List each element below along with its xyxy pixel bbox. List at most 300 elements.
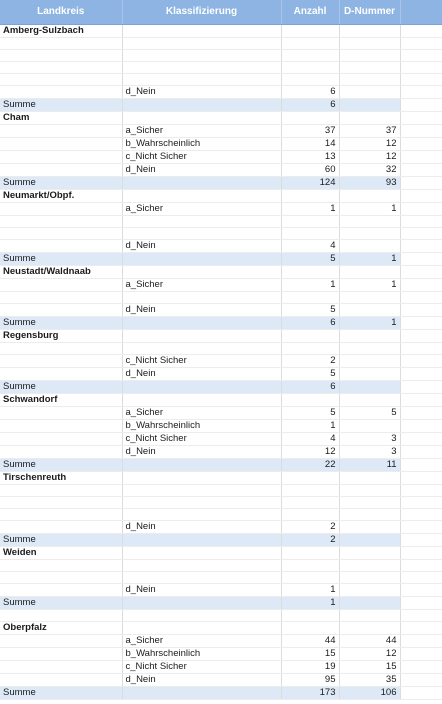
d-nummer-cell[interactable]: 1 <box>339 202 400 215</box>
anzahl-cell[interactable] <box>281 609 339 621</box>
klassifizierung-cell[interactable] <box>122 61 281 73</box>
d-nummer-cell[interactable]: 15 <box>339 660 400 673</box>
sum-label-cell[interactable]: Summe <box>0 380 122 393</box>
d-nummer-cell[interactable] <box>339 291 400 303</box>
d-nummer-cell[interactable] <box>339 227 400 239</box>
sum-label-cell[interactable]: Summe <box>0 533 122 546</box>
anzahl-cell[interactable] <box>281 471 339 484</box>
landkreis-cell[interactable]: Schwandorf <box>0 393 122 406</box>
header-d-nummer[interactable]: D-Nummer <box>339 0 400 24</box>
anzahl-cell[interactable] <box>281 37 339 49</box>
landkreis-cell[interactable] <box>0 673 122 686</box>
empty-cell[interactable] <box>400 329 442 342</box>
anzahl-cell[interactable]: 2 <box>281 533 339 546</box>
group-row <box>0 471 442 484</box>
empty-cell[interactable] <box>400 609 442 621</box>
landkreis-cell[interactable] <box>0 520 122 533</box>
klassifizierung-cell[interactable]: b_Wahrscheinlich <box>122 647 281 660</box>
anzahl-cell[interactable]: 14 <box>281 137 339 150</box>
empty-row <box>0 73 442 85</box>
klassifizierung-cell[interactable]: c_Nicht Sicher <box>122 660 281 673</box>
anzahl-cell[interactable] <box>281 111 339 124</box>
table-row <box>0 445 442 458</box>
empty-cell[interactable] <box>400 571 442 583</box>
landkreis-cell[interactable] <box>0 61 122 73</box>
empty-cell[interactable] <box>400 239 442 252</box>
anzahl-cell[interactable] <box>281 393 339 406</box>
anzahl-cell[interactable] <box>281 265 339 278</box>
empty-cell[interactable] <box>400 686 442 699</box>
anzahl-cell[interactable]: 22 <box>281 458 339 471</box>
d-nummer-cell[interactable] <box>339 533 400 546</box>
empty-cell[interactable] <box>400 24 442 37</box>
empty-cell[interactable] <box>400 432 442 445</box>
anzahl-cell[interactable] <box>281 329 339 342</box>
sum-row <box>0 458 442 471</box>
landkreis-cell[interactable] <box>0 124 122 137</box>
d-nummer-cell[interactable] <box>339 111 400 124</box>
landkreis-cell[interactable] <box>0 73 122 85</box>
empty-row <box>0 61 442 73</box>
empty-cell[interactable] <box>400 496 442 508</box>
anzahl-cell[interactable] <box>281 508 339 520</box>
anzahl-cell[interactable] <box>281 291 339 303</box>
d-nummer-cell[interactable] <box>339 471 400 484</box>
empty-cell[interactable] <box>400 278 442 291</box>
d-nummer-cell[interactable] <box>339 367 400 380</box>
anzahl-cell[interactable]: 13 <box>281 150 339 163</box>
landkreis-cell[interactable] <box>0 484 122 496</box>
anzahl-cell[interactable] <box>281 496 339 508</box>
sum-label-cell[interactable]: Summe <box>0 458 122 471</box>
empty-cell[interactable] <box>400 445 442 458</box>
klassifizierung-cell[interactable]: d_Nein <box>122 303 281 316</box>
anzahl-cell[interactable]: 1 <box>281 596 339 609</box>
d-nummer-cell[interactable]: 12 <box>339 137 400 150</box>
d-nummer-cell[interactable]: 1 <box>339 252 400 265</box>
klassifizierung-cell[interactable] <box>122 73 281 85</box>
anzahl-cell[interactable]: 60 <box>281 163 339 176</box>
landkreis-cell[interactable] <box>0 609 122 621</box>
klassifizierung-cell[interactable]: d_Nein <box>122 239 281 252</box>
d-nummer-cell[interactable]: 44 <box>339 634 400 647</box>
d-nummer-cell[interactable] <box>339 496 400 508</box>
anzahl-cell[interactable]: 6 <box>281 316 339 329</box>
landkreis-cell[interactable] <box>0 37 122 49</box>
landkreis-cell[interactable] <box>0 239 122 252</box>
anzahl-cell[interactable]: 124 <box>281 176 339 189</box>
anzahl-cell[interactable]: 5 <box>281 367 339 380</box>
anzahl-cell[interactable]: 4 <box>281 432 339 445</box>
empty-cell[interactable] <box>400 150 442 163</box>
sum-label-cell[interactable]: Summe <box>0 596 122 609</box>
d-nummer-cell[interactable]: 106 <box>339 686 400 699</box>
d-nummer-cell[interactable] <box>339 596 400 609</box>
landkreis-cell[interactable] <box>0 432 122 445</box>
klassifizierung-cell[interactable] <box>122 98 281 111</box>
landkreis-cell[interactable]: Oberpfalz <box>0 621 122 634</box>
klassifizierung-cell[interactable] <box>122 380 281 393</box>
anzahl-cell[interactable]: 173 <box>281 686 339 699</box>
sum-label-cell[interactable]: Summe <box>0 316 122 329</box>
d-nummer-cell[interactable]: 32 <box>339 163 400 176</box>
klassifizierung-cell[interactable] <box>122 111 281 124</box>
klassifizierung-cell[interactable]: a_Sicher <box>122 406 281 419</box>
klassifizierung-cell[interactable] <box>122 559 281 571</box>
empty-cell[interactable] <box>400 546 442 559</box>
klassifizierung-cell[interactable] <box>122 508 281 520</box>
empty-row <box>0 496 442 508</box>
d-nummer-cell[interactable]: 11 <box>339 458 400 471</box>
landkreis-cell[interactable] <box>0 508 122 520</box>
d-nummer-cell[interactable] <box>339 215 400 227</box>
d-nummer-cell[interactable] <box>339 354 400 367</box>
table-row <box>0 432 442 445</box>
empty-row <box>0 484 442 496</box>
landkreis-cell[interactable]: Neumarkt/Obpf. <box>0 189 122 202</box>
empty-cell[interactable] <box>400 291 442 303</box>
group-row <box>0 393 442 406</box>
anzahl-cell[interactable] <box>281 571 339 583</box>
empty-cell[interactable] <box>400 533 442 546</box>
landkreis-cell[interactable] <box>0 150 122 163</box>
klassifizierung-cell[interactable] <box>122 342 281 354</box>
empty-cell[interactable] <box>400 303 442 316</box>
landkreis-cell[interactable]: Tirschenreuth <box>0 471 122 484</box>
sum-label-cell[interactable]: Summe <box>0 252 122 265</box>
landkreis-cell[interactable]: Cham <box>0 111 122 124</box>
group-row <box>0 329 442 342</box>
klassifizierung-cell[interactable]: a_Sicher <box>122 202 281 215</box>
klassifizierung-cell[interactable]: c_Nicht Sicher <box>122 150 281 163</box>
landkreis-cell[interactable] <box>0 291 122 303</box>
klassifizierung-cell[interactable]: d_Nein <box>122 520 281 533</box>
klassifizierung-cell[interactable] <box>122 265 281 278</box>
anzahl-cell[interactable]: 1 <box>281 202 339 215</box>
anzahl-cell[interactable]: 6 <box>281 85 339 98</box>
d-nummer-cell[interactable] <box>339 508 400 520</box>
d-nummer-cell[interactable] <box>339 609 400 621</box>
klassifizierung-cell[interactable]: c_Nicht Sicher <box>122 354 281 367</box>
landkreis-cell[interactable]: Neustadt/Waldnaab <box>0 265 122 278</box>
empty-row <box>0 559 442 571</box>
landkreis-cell[interactable] <box>0 163 122 176</box>
klassifizierung-cell[interactable] <box>122 496 281 508</box>
empty-cell[interactable] <box>400 98 442 111</box>
anzahl-cell[interactable]: 15 <box>281 647 339 660</box>
table-row <box>0 239 442 252</box>
anzahl-cell[interactable]: 1 <box>281 419 339 432</box>
group-row <box>0 621 442 634</box>
empty-cell[interactable] <box>400 124 442 137</box>
empty-cell[interactable] <box>400 227 442 239</box>
klassifizierung-cell[interactable]: d_Nein <box>122 445 281 458</box>
landkreis-cell[interactable] <box>0 278 122 291</box>
anzahl-cell[interactable]: 95 <box>281 673 339 686</box>
empty-cell[interactable] <box>400 49 442 61</box>
klassifizierung-cell[interactable] <box>122 393 281 406</box>
table-row <box>0 406 442 419</box>
d-nummer-cell[interactable]: 1 <box>339 278 400 291</box>
empty-cell[interactable] <box>400 583 442 596</box>
header-landkreis[interactable]: Landkreis <box>0 0 122 24</box>
header-anzahl[interactable]: Anzahl <box>281 0 339 24</box>
anzahl-cell[interactable]: 2 <box>281 520 339 533</box>
landkreis-cell[interactable]: Weiden <box>0 546 122 559</box>
empty-cell[interactable] <box>400 484 442 496</box>
anzahl-cell[interactable] <box>281 227 339 239</box>
empty-cell[interactable] <box>400 380 442 393</box>
d-nummer-cell[interactable] <box>339 303 400 316</box>
empty-cell[interactable] <box>400 559 442 571</box>
anzahl-cell[interactable] <box>281 621 339 634</box>
d-nummer-cell[interactable] <box>339 61 400 73</box>
empty-cell[interactable] <box>400 189 442 202</box>
klassifizierung-cell[interactable] <box>122 458 281 471</box>
klassifizierung-cell[interactable]: d_Nein <box>122 583 281 596</box>
sum-row <box>0 686 442 699</box>
klassifizierung-cell[interactable]: d_Nein <box>122 367 281 380</box>
header-empty-cell[interactable] <box>400 0 442 24</box>
landkreis-cell[interactable] <box>0 342 122 354</box>
d-nummer-cell[interactable] <box>339 393 400 406</box>
d-nummer-cell[interactable]: 3 <box>339 432 400 445</box>
landkreis-cell[interactable] <box>0 647 122 660</box>
empty-cell[interactable] <box>400 458 442 471</box>
table-row <box>0 124 442 137</box>
empty-cell[interactable] <box>400 111 442 124</box>
anzahl-cell[interactable]: 19 <box>281 660 339 673</box>
empty-cell[interactable] <box>400 37 442 49</box>
sum-row <box>0 316 442 329</box>
anzahl-cell[interactable] <box>281 49 339 61</box>
anzahl-cell[interactable] <box>281 484 339 496</box>
d-nummer-cell[interactable]: 12 <box>339 150 400 163</box>
landkreis-cell[interactable] <box>0 660 122 673</box>
klassifizierung-cell[interactable]: d_Nein <box>122 85 281 98</box>
klassifizierung-cell[interactable]: d_Nein <box>122 673 281 686</box>
d-nummer-cell[interactable] <box>339 98 400 111</box>
landkreis-cell[interactable] <box>0 85 122 98</box>
empty-cell[interactable] <box>400 520 442 533</box>
d-nummer-cell[interactable] <box>339 419 400 432</box>
empty-cell[interactable] <box>400 367 442 380</box>
klassifizierung-cell[interactable] <box>122 571 281 583</box>
empty-cell[interactable] <box>400 215 442 227</box>
anzahl-cell[interactable] <box>281 342 339 354</box>
d-nummer-cell[interactable]: 1 <box>339 316 400 329</box>
klassifizierung-cell[interactable] <box>122 291 281 303</box>
landkreis-cell[interactable]: Regensburg <box>0 329 122 342</box>
empty-cell[interactable] <box>400 342 442 354</box>
anzahl-cell[interactable]: 6 <box>281 98 339 111</box>
empty-cell[interactable] <box>400 354 442 367</box>
klassifizierung-cell[interactable]: b_Wahrscheinlich <box>122 419 281 432</box>
d-nummer-cell[interactable]: 12 <box>339 647 400 660</box>
landkreis-cell[interactable] <box>0 419 122 432</box>
empty-cell[interactable] <box>400 73 442 85</box>
d-nummer-cell[interactable] <box>339 329 400 342</box>
empty-cell[interactable] <box>400 252 442 265</box>
klassifizierung-cell[interactable] <box>122 621 281 634</box>
klassifizierung-cell[interactable] <box>122 215 281 227</box>
klassifizierung-cell[interactable]: a_Sicher <box>122 124 281 137</box>
klassifizierung-cell[interactable] <box>122 49 281 61</box>
empty-cell[interactable] <box>400 316 442 329</box>
group-row <box>0 265 442 278</box>
klassifizierung-cell[interactable]: d_Nein <box>122 163 281 176</box>
d-nummer-cell[interactable] <box>339 546 400 559</box>
klassifizierung-cell[interactable]: a_Sicher <box>122 634 281 647</box>
anzahl-cell[interactable]: 5 <box>281 406 339 419</box>
empty-row <box>0 37 442 49</box>
klassifizierung-cell[interactable] <box>122 471 281 484</box>
empty-cell[interactable] <box>400 176 442 189</box>
d-nummer-cell[interactable] <box>339 265 400 278</box>
anzahl-cell[interactable] <box>281 215 339 227</box>
sum-label-cell[interactable]: Summe <box>0 176 122 189</box>
empty-row <box>0 291 442 303</box>
sum-label-cell[interactable]: Summe <box>0 686 122 699</box>
empty-cell[interactable] <box>400 406 442 419</box>
empty-cell[interactable] <box>400 634 442 647</box>
d-nummer-cell[interactable] <box>339 189 400 202</box>
landkreis-cell[interactable]: Amberg-Sulzbach <box>0 24 122 37</box>
d-nummer-cell[interactable]: 5 <box>339 406 400 419</box>
empty-cell[interactable] <box>400 660 442 673</box>
d-nummer-cell[interactable] <box>339 73 400 85</box>
d-nummer-cell[interactable] <box>339 342 400 354</box>
klassifizierung-cell[interactable] <box>122 37 281 49</box>
klassifizierung-cell[interactable]: a_Sicher <box>122 278 281 291</box>
klassifizierung-cell[interactable] <box>122 686 281 699</box>
klassifizierung-cell[interactable] <box>122 316 281 329</box>
landkreis-cell[interactable] <box>0 571 122 583</box>
anzahl-cell[interactable]: 6 <box>281 380 339 393</box>
landkreis-cell[interactable] <box>0 445 122 458</box>
d-nummer-cell[interactable] <box>339 37 400 49</box>
d-nummer-cell[interactable] <box>339 621 400 634</box>
empty-cell[interactable] <box>400 673 442 686</box>
empty-cell[interactable] <box>400 393 442 406</box>
d-nummer-cell[interactable]: 35 <box>339 673 400 686</box>
empty-cell[interactable] <box>400 621 442 634</box>
landkreis-cell[interactable] <box>0 559 122 571</box>
empty-cell[interactable] <box>400 137 442 150</box>
landkreis-cell[interactable] <box>0 202 122 215</box>
empty-cell[interactable] <box>400 202 442 215</box>
empty-cell[interactable] <box>400 419 442 432</box>
empty-cell[interactable] <box>400 596 442 609</box>
landkreis-cell[interactable] <box>0 406 122 419</box>
d-nummer-cell[interactable] <box>339 24 400 37</box>
d-nummer-cell[interactable]: 93 <box>339 176 400 189</box>
landkreis-cell[interactable] <box>0 634 122 647</box>
landkreis-cell[interactable] <box>0 583 122 596</box>
klassifizierung-cell[interactable] <box>122 533 281 546</box>
header-klassifizierung[interactable]: Klassifizierung <box>122 0 281 24</box>
sum-row <box>0 380 442 393</box>
klassifizierung-cell[interactable] <box>122 227 281 239</box>
anzahl-cell[interactable] <box>281 546 339 559</box>
sum-row <box>0 533 442 546</box>
anzahl-cell[interactable]: 1 <box>281 583 339 596</box>
empty-cell[interactable] <box>400 471 442 484</box>
anzahl-cell[interactable]: 37 <box>281 124 339 137</box>
anzahl-cell[interactable] <box>281 24 339 37</box>
klassifizierung-cell[interactable] <box>122 329 281 342</box>
table-row <box>0 202 442 215</box>
klassifizierung-cell[interactable] <box>122 24 281 37</box>
table-row <box>0 163 442 176</box>
anzahl-cell[interactable]: 2 <box>281 354 339 367</box>
klassifizierung-cell[interactable] <box>122 596 281 609</box>
landkreis-cell[interactable] <box>0 137 122 150</box>
d-nummer-cell[interactable] <box>339 239 400 252</box>
anzahl-cell[interactable] <box>281 73 339 85</box>
klassifizierung-cell[interactable] <box>122 484 281 496</box>
empty-cell[interactable] <box>400 85 442 98</box>
anzahl-cell[interactable] <box>281 559 339 571</box>
d-nummer-cell[interactable]: 37 <box>339 124 400 137</box>
empty-cell[interactable] <box>400 508 442 520</box>
d-nummer-cell[interactable] <box>339 583 400 596</box>
landkreis-cell[interactable] <box>0 49 122 61</box>
anzahl-cell[interactable]: 5 <box>281 252 339 265</box>
klassifizierung-cell[interactable] <box>122 189 281 202</box>
anzahl-cell[interactable]: 1 <box>281 278 339 291</box>
d-nummer-cell[interactable] <box>339 484 400 496</box>
landkreis-cell[interactable] <box>0 303 122 316</box>
empty-row <box>0 49 442 61</box>
empty-row <box>0 342 442 354</box>
landkreis-cell[interactable] <box>0 354 122 367</box>
d-nummer-cell[interactable] <box>339 49 400 61</box>
anzahl-cell[interactable]: 5 <box>281 303 339 316</box>
empty-cell[interactable] <box>400 163 442 176</box>
empty-cell[interactable] <box>400 647 442 660</box>
klassifizierung-cell[interactable] <box>122 252 281 265</box>
table-row <box>0 85 442 98</box>
anzahl-cell[interactable]: 44 <box>281 634 339 647</box>
anzahl-cell[interactable] <box>281 61 339 73</box>
landkreis-cell[interactable] <box>0 227 122 239</box>
klassifizierung-cell[interactable] <box>122 546 281 559</box>
d-nummer-cell[interactable] <box>339 85 400 98</box>
klassifizierung-cell[interactable]: b_Wahrscheinlich <box>122 137 281 150</box>
anzahl-cell[interactable]: 4 <box>281 239 339 252</box>
sum-label-cell[interactable]: Summe <box>0 98 122 111</box>
d-nummer-cell[interactable] <box>339 380 400 393</box>
empty-cell[interactable] <box>400 265 442 278</box>
d-nummer-cell[interactable]: 3 <box>339 445 400 458</box>
landkreis-cell[interactable] <box>0 496 122 508</box>
anzahl-cell[interactable]: 12 <box>281 445 339 458</box>
anzahl-cell[interactable] <box>281 189 339 202</box>
landkreis-cell[interactable] <box>0 367 122 380</box>
klassifizierung-cell[interactable] <box>122 176 281 189</box>
d-nummer-cell[interactable] <box>339 520 400 533</box>
klassifizierung-cell[interactable] <box>122 609 281 621</box>
table-row <box>0 583 442 596</box>
empty-cell[interactable] <box>400 61 442 73</box>
klassifizierung-cell[interactable]: c_Nicht Sicher <box>122 432 281 445</box>
landkreis-cell[interactable] <box>0 215 122 227</box>
d-nummer-cell[interactable] <box>339 571 400 583</box>
d-nummer-cell[interactable] <box>339 559 400 571</box>
empty-row <box>0 609 442 621</box>
empty-row <box>0 508 442 520</box>
